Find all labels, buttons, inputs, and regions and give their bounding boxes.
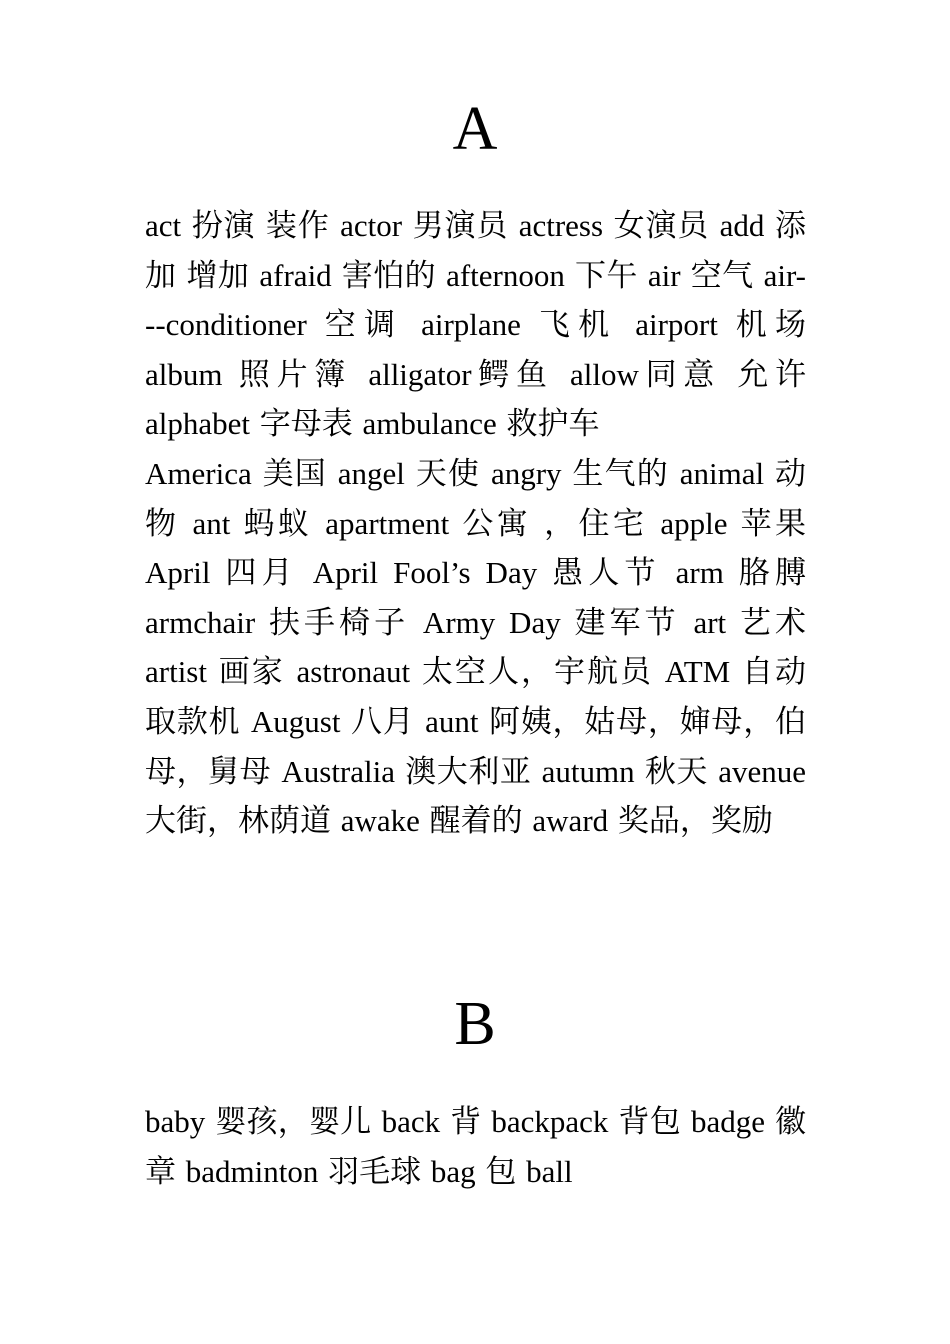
vocabulary-paragraph: America 美国 angel 天使 angry 生气的 animal 动物 ant 蚂蚁 apartment 公寓 ，住宅 apple 苹果 April 四月 April Fool’s Day 愚人节 arm 胳膊 armchair 扶手椅子 Army Day 建军节 art 艺术 artist 画家 astronaut 太空人，宇航员 ATM 自动取款机 August 八月 aunt 阿姨，姑母，婶母，伯母，舅母 Australia 澳大利亚 autumn 秋天 avenue 大街，林荫道 awake 醒着的 award 奖品，奖励 bbox=[145, 455, 806, 839]
vocabulary-paragraph: act 扮演 装作 actor 男演员 actress 女演员 add 添加 增加 afraid 害怕的 afternoon 下午 air 空气 air---conditioner 空调 airplane 飞机 airport 机场 album 照片簿 alligator鳄鱼 allow同意 允许 alphabet 字母表 ambulance 救护车 bbox=[145, 208, 806, 442]
vocabulary-paragraph: baby 婴孩，婴儿 back 背 backpack 背包 badge 徽章 badminton 羽毛球 bag 包 ball bbox=[145, 1104, 806, 1189]
section-heading-b: B bbox=[454, 990, 496, 1058]
vocabulary-block-b bbox=[145, 1097, 806, 1196]
section-heading-a: A bbox=[452, 95, 498, 163]
vocabulary-block-a bbox=[145, 201, 806, 846]
